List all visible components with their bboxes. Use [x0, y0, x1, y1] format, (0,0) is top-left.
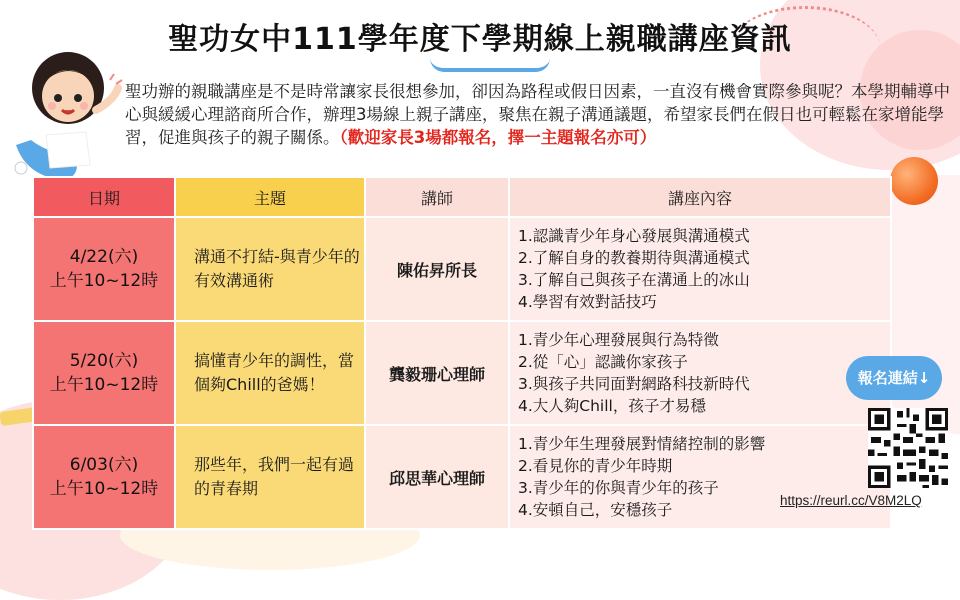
- content-item: 1.青少年生理發展對情緒控制的影響: [518, 435, 766, 453]
- registration-link[interactable]: https://reurl.cc/V8M2LQ: [780, 493, 922, 508]
- time-text: 上午10~12時: [49, 271, 159, 291]
- header-content: 講座內容: [509, 177, 891, 217]
- table-row: [33, 321, 891, 425]
- content-item: 2.從「心」認識你家孩子: [518, 353, 688, 371]
- topic-cell: 搞懂青少年的調性，當個夠Chill的爸媽！: [175, 321, 365, 425]
- content-item: 1.青少年心理發展與行為特徵: [518, 331, 719, 349]
- speaker-cell: 陳佑昇所長: [365, 217, 509, 321]
- girl-illustration: [6, 40, 126, 190]
- schedule-table: [32, 176, 892, 530]
- content-item: 4.學習有效對話技巧: [518, 293, 657, 311]
- date-cell: [33, 321, 175, 425]
- time-text: 上午10~12時: [49, 375, 159, 395]
- topic-cell: 那些年，我們一起有過的青春期: [175, 425, 365, 529]
- date-cell: [33, 217, 175, 321]
- date-text: 6/03(六): [69, 455, 139, 475]
- intro-text: 聖功辦的親職講座是不是時常讓家長很想參加，卻因為路程或假日因素，一直沒有機會實際參與呢？本學期輔導中心與緩緩心理諮商所合作，辦理3場線上親子講座，聚焦在親子溝通議題，希望家長們在假日也可輕鬆在家增能學習，促進與孩子的親子關係。: [125, 82, 950, 147]
- table-header-row: [33, 177, 891, 217]
- intro-highlight: （歡迎家長3場都報名，擇一主題報名亦可）: [339, 128, 657, 147]
- page-title: 聖功女中111學年度下學期線上親職講座資訊: [168, 22, 792, 57]
- table-row: [33, 217, 891, 321]
- date-text: 5/20(六): [69, 351, 139, 371]
- time-text: 上午10~12時: [49, 479, 159, 499]
- date-cell: [33, 425, 175, 529]
- table-row: [33, 425, 891, 529]
- topic-cell: 溝通不打結-與青少年的有效溝通術: [175, 217, 365, 321]
- registration-badge: 報名連結↓: [846, 356, 942, 400]
- decor-orange-ball: [890, 157, 938, 205]
- content-item: 3.青少年的你與青少年的孩子: [518, 479, 719, 497]
- title-underline: [430, 58, 550, 72]
- header-date: 日期: [33, 177, 175, 217]
- speaker-cell: 邱思華心理師: [365, 425, 509, 529]
- content-item: 4.大人夠Chill，孩子才易穩: [518, 397, 706, 415]
- content-item: 3.與孩子共同面對網路科技新時代: [518, 375, 750, 393]
- qr-code[interactable]: [868, 408, 948, 488]
- content-cell: [509, 217, 891, 321]
- content-item: 4.安頓自己，安穩孩子: [518, 501, 673, 519]
- date-text: 4/22(六): [69, 247, 139, 267]
- intro-paragraph: [125, 80, 950, 149]
- header-topic: 主題: [175, 177, 365, 217]
- speaker-cell: 龔毅珊心理師: [365, 321, 509, 425]
- content-cell: [509, 321, 891, 425]
- content-item: 1.認識青少年身心發展與溝通模式: [518, 227, 750, 245]
- content-item: 3.了解自己與孩子在溝通上的冰山: [518, 271, 750, 289]
- header-speaker: 講師: [365, 177, 509, 217]
- content-item: 2.了解自身的教養期待與溝通模式: [518, 249, 750, 267]
- content-cell: [509, 425, 891, 529]
- content-item: 2.看見你的青少年時期: [518, 457, 673, 475]
